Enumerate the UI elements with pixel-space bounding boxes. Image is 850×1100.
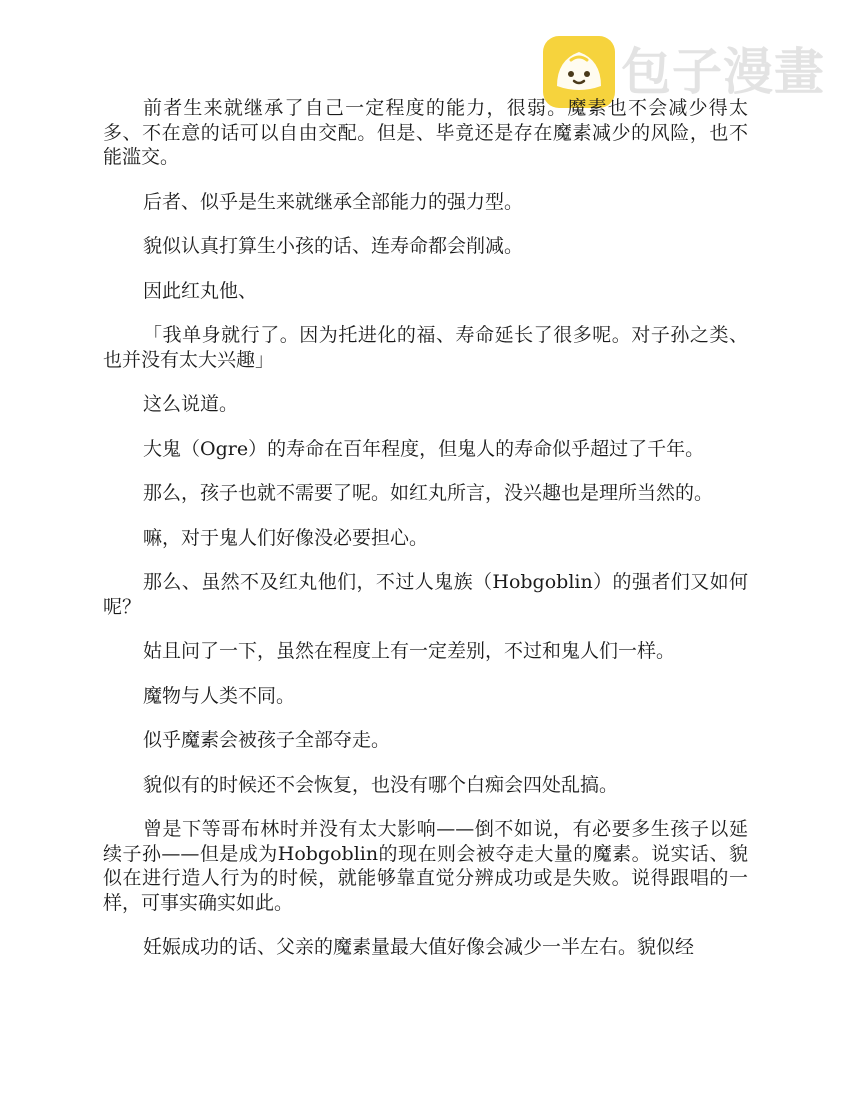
paragraph: 那么，孩子也就不需要了呢。如红丸所言，没兴趣也是理所当然的。 xyxy=(143,482,714,504)
paragraph: 嘛，对于鬼人们好像没必要担心。 xyxy=(143,526,429,549)
paragraph: 姑且问了一下，虽然在程度上有一定差别，不过和鬼人们一样。 xyxy=(143,640,676,662)
watermark-text: 包子漫畫 xyxy=(621,43,825,101)
paragraph: 那么、虽然不及红丸他们，不过人鬼族（Hobgoblin）的强者们又如何呢？ xyxy=(103,571,748,618)
paragraph: 大鬼（Ogre）的寿命在百年程度，但鬼人的寿命似乎超过了千年。 xyxy=(143,437,705,460)
paragraph: 似乎魔素会被孩子全部夺走。 xyxy=(143,729,391,751)
paragraph: 妊娠成功的话、父亲的魔素量最大值好像会减少一半左右。貌似经 xyxy=(143,936,695,958)
paragraph: 后者、似乎是生来就继承全部能力的强力型。 xyxy=(143,190,524,213)
paragraph: 前者生来就继承了自己一定程度的能力，很弱。魔素也不会减少得太多、不在意的话可以自由交配。但是、毕竟还是存在魔素减少的风险，也不能滥交。 xyxy=(103,97,748,168)
document-body xyxy=(103,96,748,980)
paragraph: 曾是下等哥布林时并没有太大影响——倒不如说，有必要多生孩子以延续子孙——但是成为Hobgoblin的现在则会被夺走大量的魔素。说实话、貌似在进行造人行为的时候，就能够靠直觉分辨成功或是失败。说得跟唱的一样，可事实确实如此。 xyxy=(103,818,748,914)
paragraph: 「我单身就行了。因为托进化的福、寿命延长了很多呢。对子孙之类、也并没有太大兴趣」 xyxy=(103,324,748,371)
paragraph: 貌似认真打算生小孩的话、连寿命都会削减。 xyxy=(143,235,524,257)
paragraph: 魔物与人类不同。 xyxy=(143,684,296,707)
paragraph: 貌似有的时候还不会恢复，也没有哪个白痴会四处乱搞。 xyxy=(143,773,619,796)
paragraph: 因此红丸他、 xyxy=(143,279,258,302)
paragraph: 这么说道。 xyxy=(143,393,239,415)
